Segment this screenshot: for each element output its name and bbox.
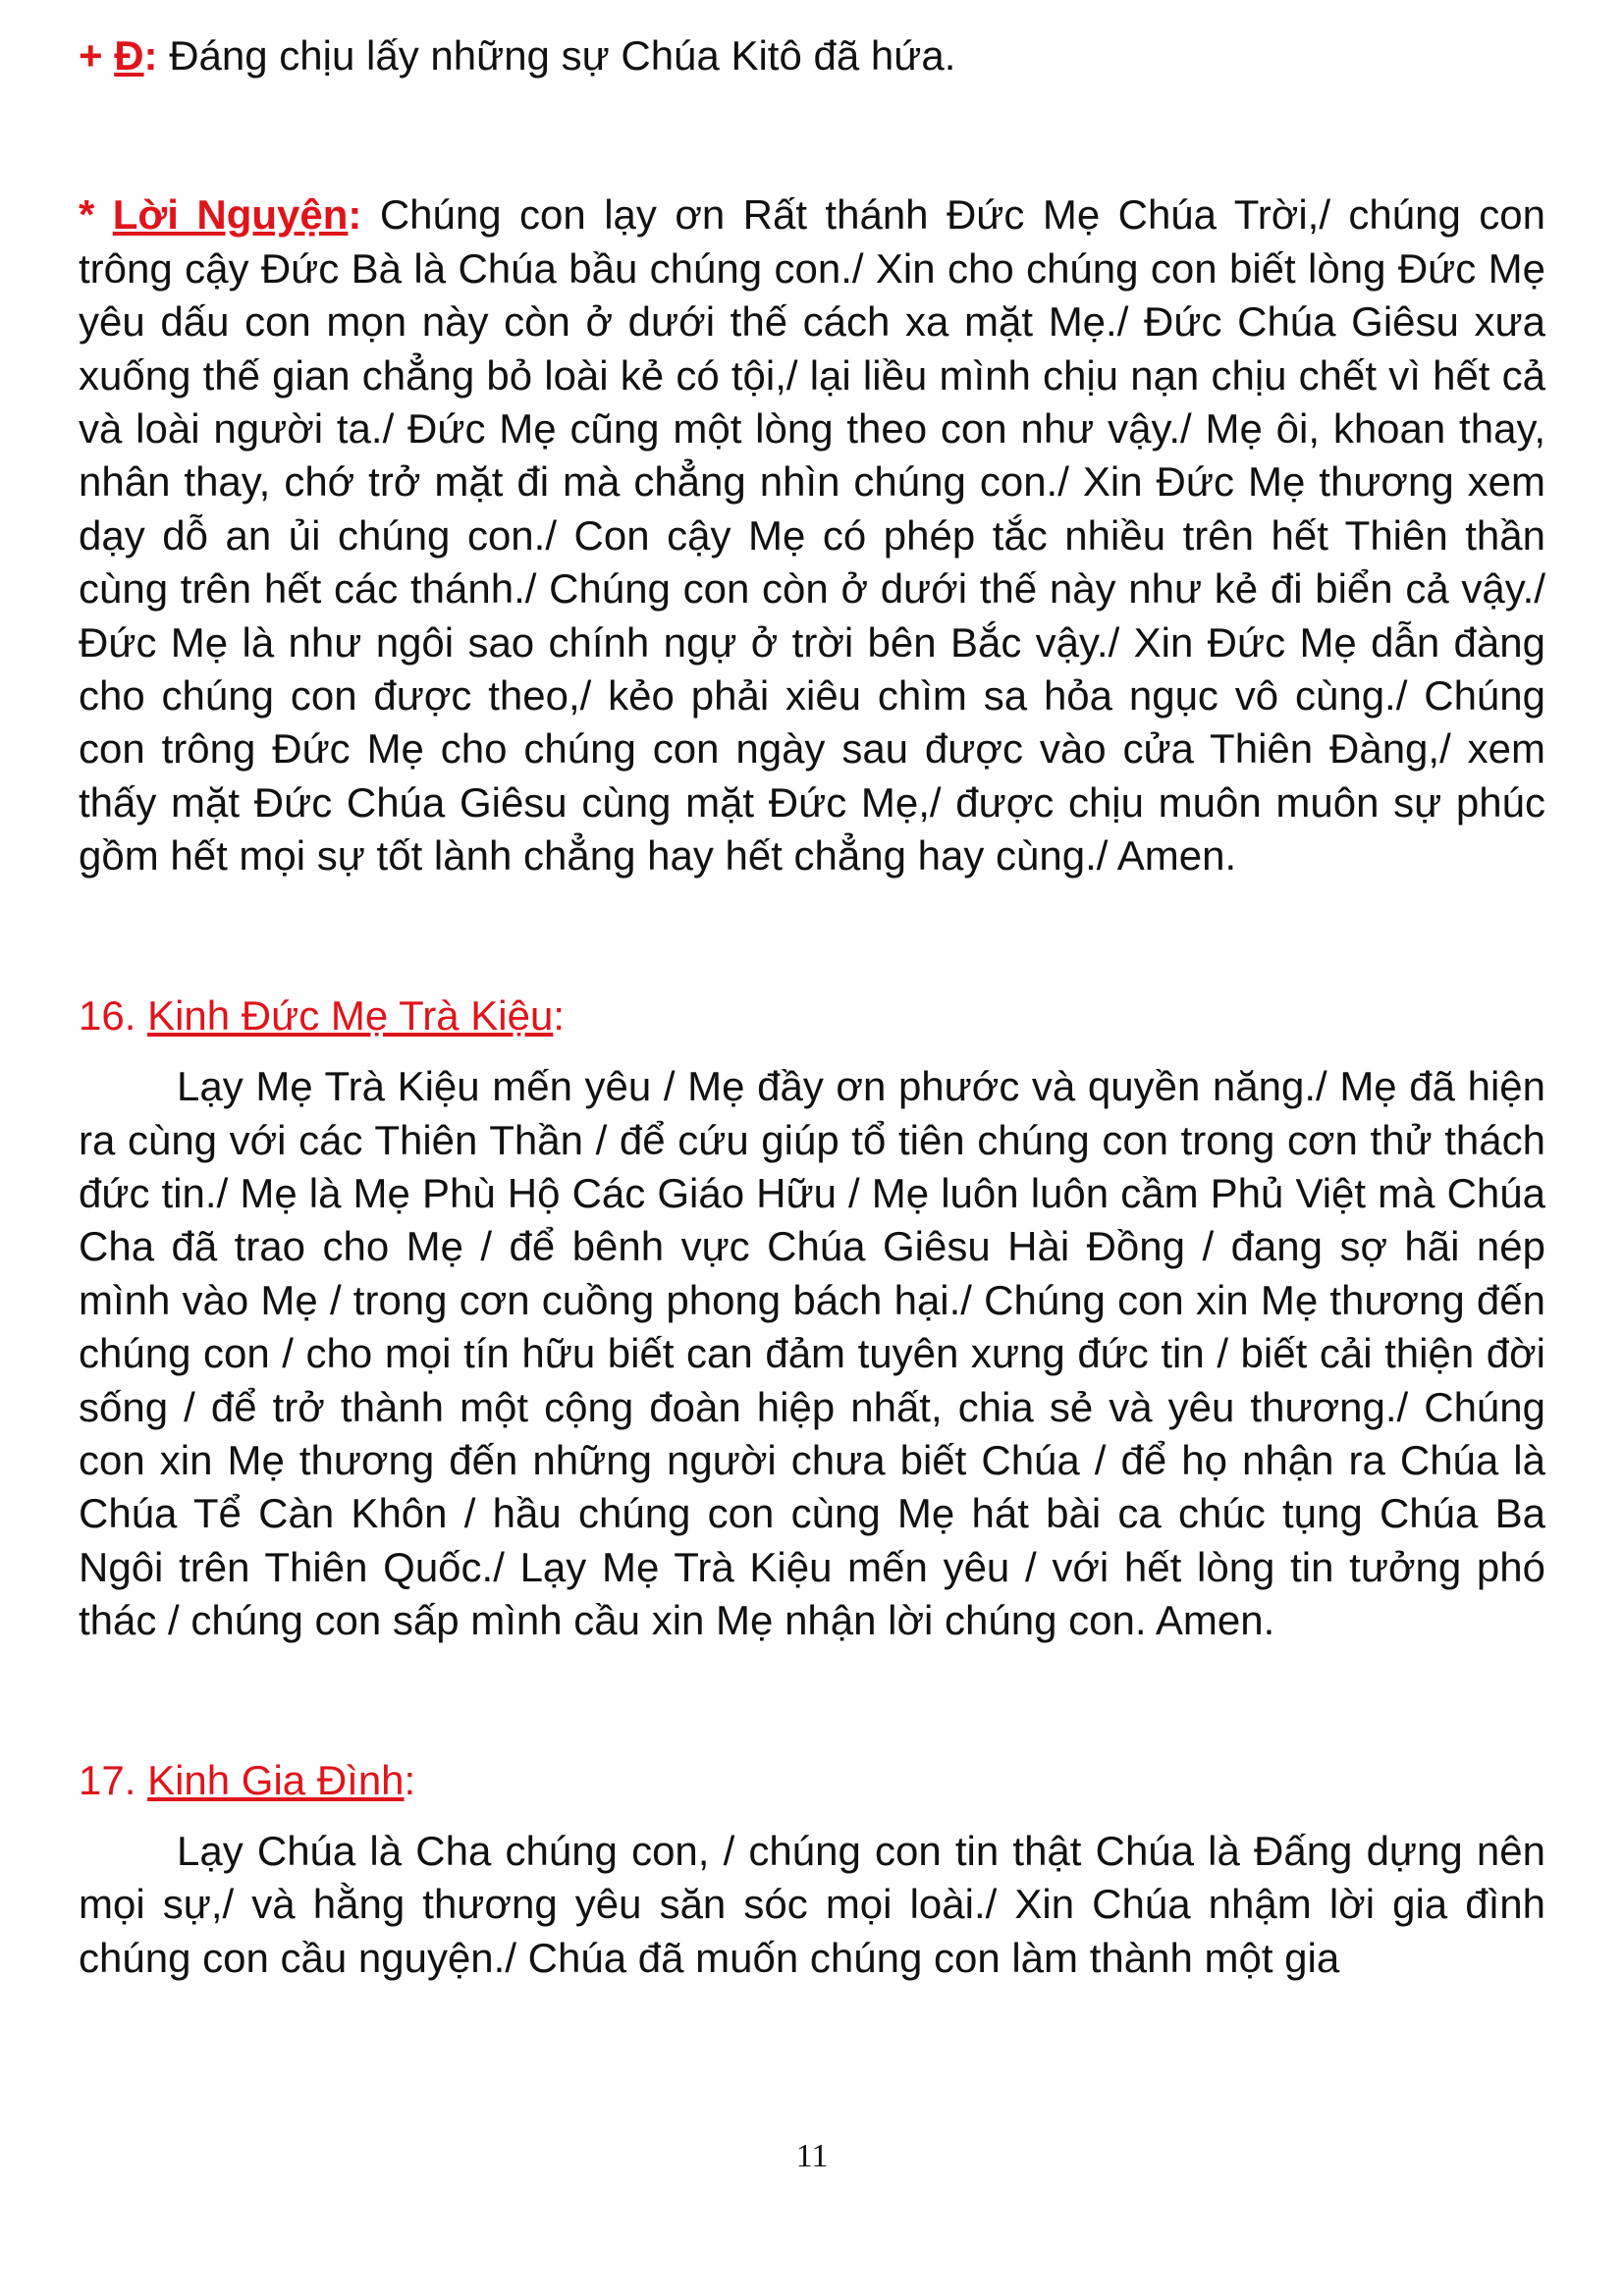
document-page	[79, 29, 1545, 1985]
prayer-label: Lời Nguyện	[112, 191, 349, 239]
section-16-colon: :	[553, 991, 566, 1039]
response-label: Đ	[114, 32, 144, 79]
section-17-heading	[79, 1754, 1545, 1807]
section-16-number: 16.	[79, 991, 148, 1039]
response-marker: +	[79, 32, 115, 79]
prayer-marker: *	[79, 191, 113, 239]
page-number: 11	[795, 2138, 829, 2174]
section-16-title: Kinh Đức Mẹ Trà Kiệu	[147, 991, 554, 1039]
section-17-colon: :	[404, 1756, 416, 1803]
section-16-heading	[79, 989, 1545, 1042]
prayer-text: Chúng con lạy ơn Rất thánh Đức Mẹ Chúa Trời,/ chúng con trông cậy Đức Bà là Chúa bầu chúng con./ Xin cho chúng con biết lòng Đức Mẹ yêu dấu con mọn này còn ở dưới thế cách xa mặt Mẹ./ Đức Chúa Giêsu xưa xuống thế gian chẳng bỏ loài kẻ có tội,/ lại liều mình chịu nạn chịu chết vì hết cả và loài người ta./ Đức Mẹ cũng một lòng theo con như vậy./ Mẹ ôi, khoan thay, nhân thay, chớ trở mặt đi mà chẳng nhìn chúng con./ Xin Đức Mẹ thương xem dạy dỗ an ủi chúng con./ Con cậy Mẹ có phép tắc nhiều trên hết Thiên thần cùng trên hết các thánh./ Chúng con còn ở dưới thế này như kẻ đi biển cả vậy./ Đức Mẹ là như ngôi sao chính ngự ở trời bên Bắc vậy./ Xin Đức Mẹ dẫn đàng cho chúng con được theo,/ kẻo phải xiêu chìm sa hỏa ngục vô cùng./ Chúng con trông Đức Mẹ cho chúng con ngày sau được vào cửa Thiên Đàng,/ xem thấy mặt Đức Chúa Giêsu cùng mặt Đức Mẹ,/ được chịu muôn muôn sự phúc gồm hết mọi sự tốt lành chẳng hay hết chẳng hay cùng./ Amen.	[79, 191, 1545, 880]
section-17-number: 17.	[79, 1756, 148, 1803]
response-line	[79, 29, 1545, 82]
prayer-paragraph	[79, 188, 1545, 882]
prayer-colon: :	[348, 191, 362, 239]
section-17-title: Kinh Gia Đình	[147, 1756, 405, 1803]
section-17-body: Lạy Chúa là Cha chúng con, / chúng con tin thật Chúa là Đấng dựng nên mọi sự,/ và hằng thương yêu săn sóc mọi loài./ Xin Chúa nhậm lời gia đình chúng con cầu nguyện./ Chúa đã muốn chúng con làm thành một gia	[79, 1827, 1545, 1981]
section-16-body: Lạy Mẹ Trà Kiệu mến yêu / Mẹ đầy ơn phước và quyền năng./ Mẹ đã hiện ra cùng với các Thiên Thần / để cứu giúp tổ tiên chúng con trong cơn thử thách đức tin./ Mẹ là Mẹ Phù Hộ Các Giáo Hữu / Mẹ luôn luôn cầm Phủ Việt mà Chúa Cha đã trao cho Mẹ / để bênh vực Chúa Giêsu Hài Đồng / đang sợ hãi nép mình vào Mẹ / trong cơn cuồng phong bách hại./ Chúng con xin Mẹ thương đến chúng con / cho mọi tín hữu biết can đảm tuyên xưng đức tin / biết cải thiện đời sống / để trở thành một cộng đoàn hiệp nhất, chia sẻ và yêu thương./ Chúng con xin Mẹ thương đến những người chưa biết Chúa / để họ nhận ra Chúa là Chúa Tể Càn Khôn / hầu chúng con cùng Mẹ hát bài ca chúc tụng Chúa Ba Ngôi trên Thiên Quốc./ Lạy Mẹ Trà Kiệu mến yêu / với hết lòng tin tưởng phó thác / chúng con sấp mình cầu xin Mẹ nhận lời chúng con. Amen.	[79, 1063, 1545, 1644]
response-text: Đáng chịu lấy những sự Chúa Kitô đã hứa.	[157, 32, 956, 79]
response-colon: :	[143, 32, 158, 79]
